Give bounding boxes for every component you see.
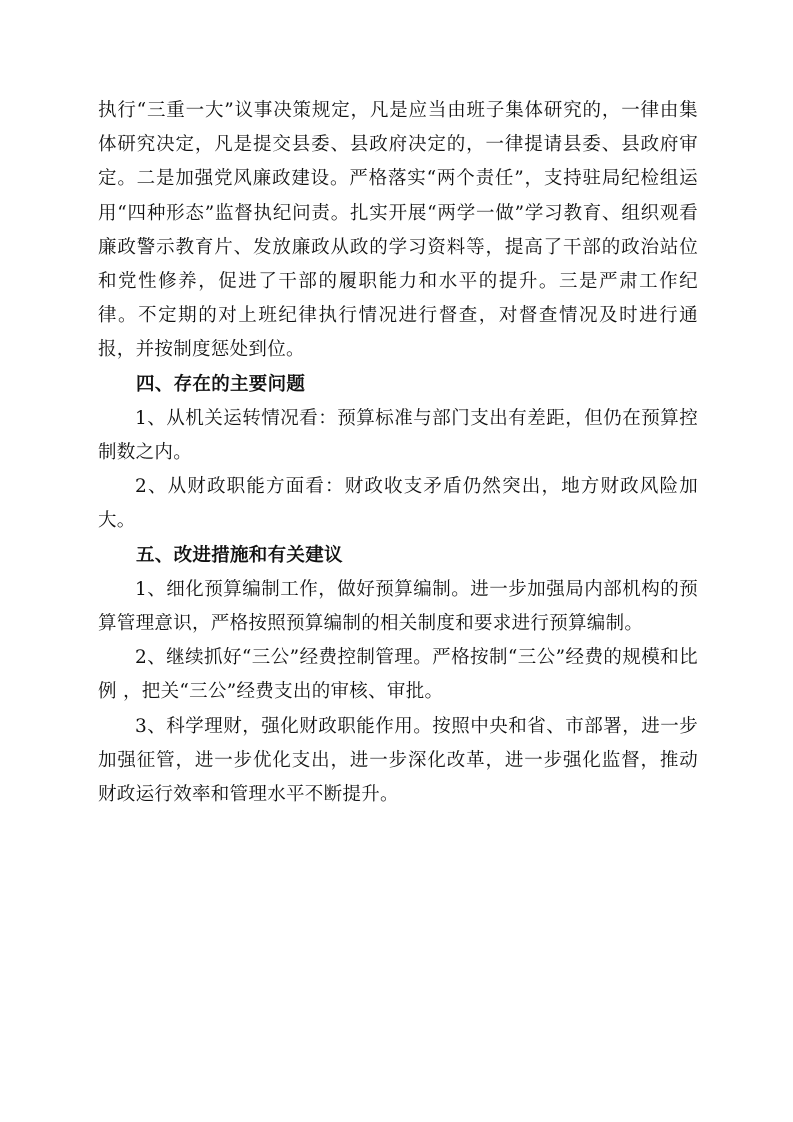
improvement-item-1: 1、细化预算编制工作，做好预算编制。进一步加强局内部机构的预算管理意识，严格按照预算编制的相关制度和要求进行预算编制。 <box>98 578 698 635</box>
paragraph-party-discipline: 执行“三重一大”议事决策规定，凡是应当由班子集体研究的，一律由集体研究决定，凡是提交县委、县政府决定的，一律提请县委、县政府审定。二是加强党风廉政建设。严格落实“两个责任”，支持驻局纪检组运用“四种形态”监督执纪问责。扎实开展“两学一做”学习教育、组织观看廉政警示教育片、发放廉政从政的学习资料等，提高了干部的政治站位和党性修养，促进了干部的履职能力和水平的提升。三是严肃工作纪律。不定期的对上班纪律执行情况进行督查，对督查情况及时进行通报，并按制度惩处到位。 <box>98 100 698 361</box>
document-body <box>98 94 698 812</box>
section-heading-main-problems: 四、存在的主要问题 <box>136 373 306 395</box>
improvement-item-3: 3、科学理财，强化财政职能作用。按照中央和省、市部署，进一步加强征管，进一步优化支出，进一步深化改革，进一步强化监督，推动财政运行效率和管理水平不断提升。 <box>98 715 698 806</box>
improvement-item-2: 2、继续抓好“三公”经费控制管理。严格按制“三公”经费的规模和比例 ，把关“三公”经费支出的审核、审批。 <box>98 647 698 703</box>
section-heading-improvements: 五、改进措施和有关建议 <box>136 544 343 566</box>
problem-item-2: 2、从财政职能方面看：财政收支矛盾仍然突出，地方财政风险加大。 <box>98 476 698 532</box>
problem-item-1: 1、从机关运转情况看：预算标准与部门支出有差距，但仍在预算控制数之内。 <box>98 407 698 464</box>
